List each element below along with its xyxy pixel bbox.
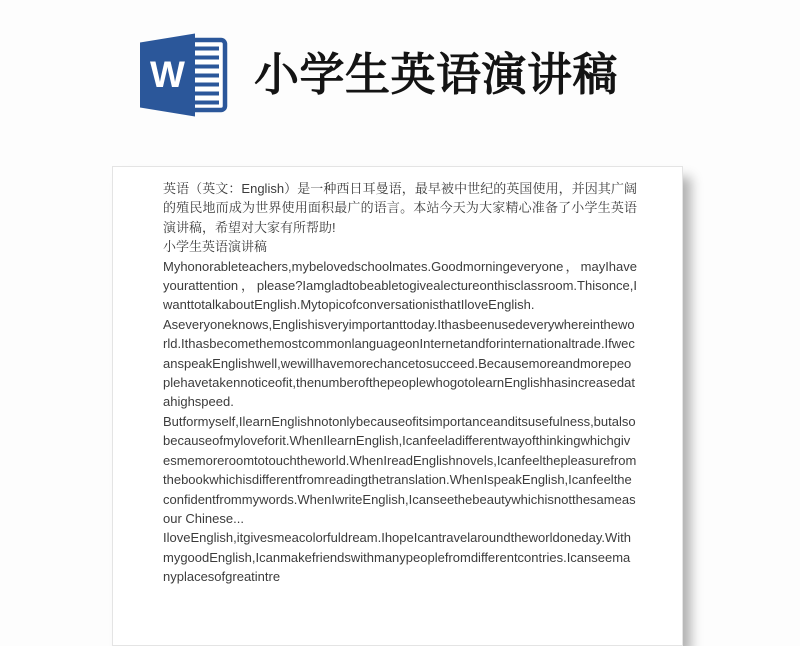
- doc-paragraph: Aseveryoneknows,Englishisveryimportanttoday.Ithasbeenusedeverywhereintheworld.IthasbecomethemostcommonlanguageonInternetandforinternationaltrade.IfwecanspeakEnglishwell,wewillhavemorechancetosucceed.Becausemoreandmorepeoplehavetakennoticeofit,thenumberofthepeoplewhogotolearnEnglishhasincreasedatahighspeed.: [163, 316, 635, 410]
- doc-paragraph: Myhonorableteachers,mybelovedschoolmates.Goodmorningeveryone，mayIhaveyourattention，please?Iamgladtobeabletogivealectureonthisclassroom.Thisonce,IwanttotalkaboutEnglish.MytopicofconversationisthatIloveEnglish.: [163, 258, 637, 313]
- word-icon-letter: W: [150, 54, 185, 95]
- word-icon: [127, 32, 230, 118]
- doc-paragraph-subtitle: 小学生英语演讲稿: [163, 239, 268, 255]
- document-header: [127, 32, 618, 118]
- doc-paragraph: IloveEnglish,itgivesmeacolorfuldream.IhopeIcantravelaroundtheworldoneday.WithmygoodEnglish,Icanmakefriendswithmanypeoplefromdifferentcontries.Icanseemanyplacesofgreatintre: [163, 530, 632, 585]
- document-preview-page: [112, 166, 683, 646]
- doc-paragraph: Butformyself,IlearnEnglishnotonlybecauseofitsimportanceanditsusefulness,butalsobecauseofmyloveforit.WhenIlearnEnglish,Icanfeeladifferentwayofthinkingwhichgivesmemoreroomtotouchtheworld.WhenIreadEnglishnovels,Icanfeelthepleasurefromthebookwhichisdifferentfromreadingthetranslation.WhenIspeakEnglish,Icanfeeltheconfidentfrommywords.WhenIwriteEnglish,Icanseethebeautywhichisnotthesameasour Chinese...: [163, 413, 637, 526]
- doc-paragraph-intro: 英语（英文：English）是一种西日耳曼语，最早被中世纪的英国使用，并因其广阔的殖民地而成为世界使用面积最广的语言。本站今天为大家精心准备了小学生英语演讲稿，希望对大家有所帮助!: [163, 181, 637, 235]
- page-title: 小学生英语演讲稿: [254, 49, 619, 101]
